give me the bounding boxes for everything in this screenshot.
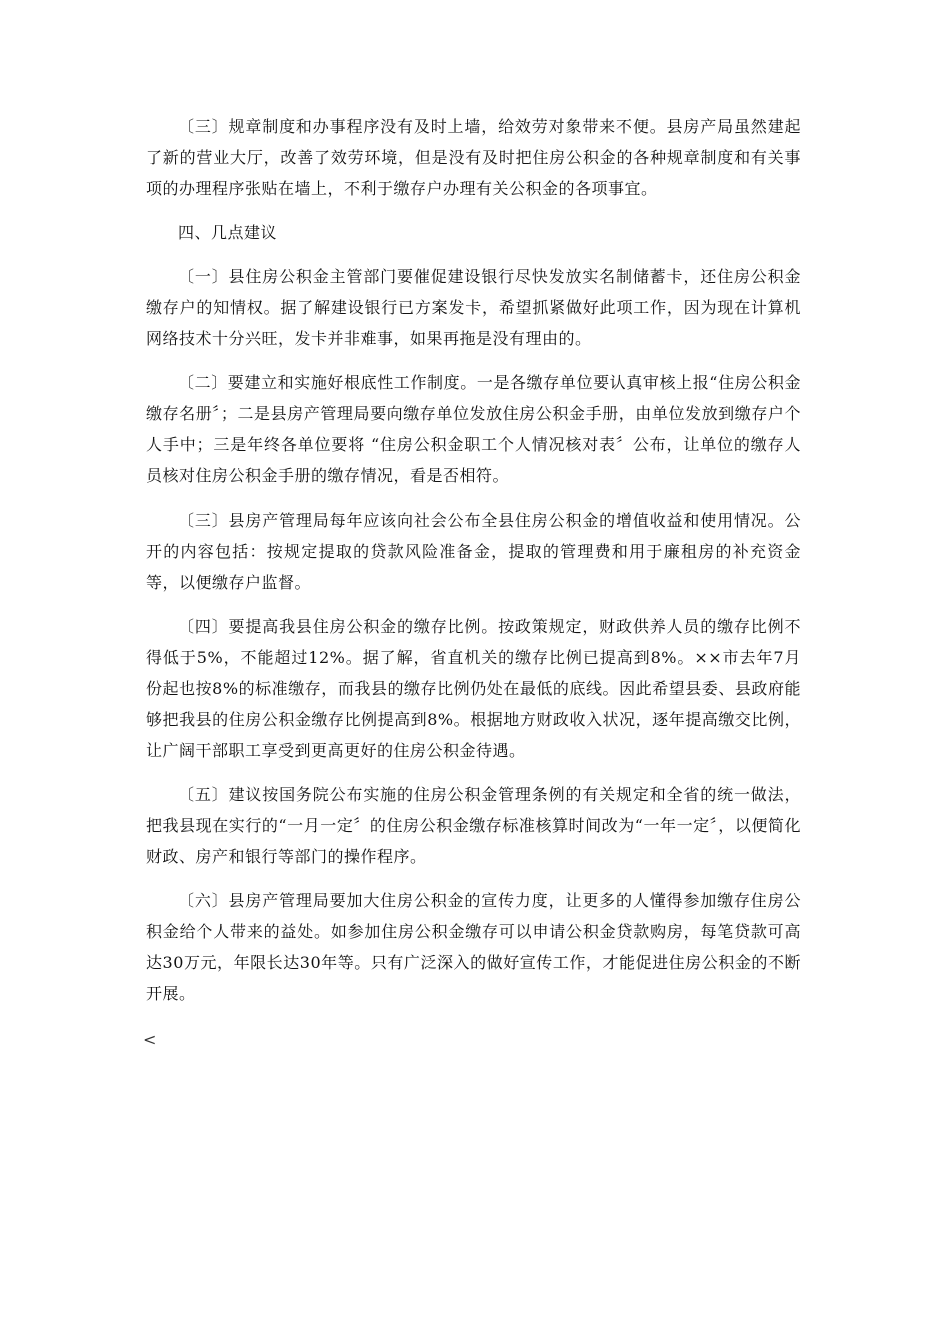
paragraph-suggestion-5: 〔五〕建议按国务院公布实施的住房公积金管理条例的有关规定和全省的统一做法，把我县现在实行的“一月一定〞的住房公积金缴存标准核算时间改为“一年一定〞，以便简化财政、房产和银行等部门的操作程序。	[146, 785, 801, 866]
paragraph-suggestion-6: 〔六〕县房产管理局要加大住房公积金的宣传力度，让更多的人懂得参加缴存住房公积金给个人带来的益处。如参加住房公积金缴存可以申请公积金贷款购房，每笔贷款可高达30万元，年限长达30年等。只有广泛深入的做好宣传工作，才能促进住房公积金的不断开展。	[146, 891, 801, 1003]
paragraph-rules-not-posted: 〔三〕规章制度和办事程序没有及时上墙，给效劳对象带来不便。县房产局虽然建起了新的营业大厅，改善了效劳环境，但是没有及时把住房公积金的各种规章制度和有关事项的办理程序张贴在墙上，不利于缴存户办理有关公积金的各项事宜。	[146, 117, 801, 198]
paragraph-suggestion-1: 〔一〕县住房公积金主管部门要催促建设银行尽快发放实名制储蓄卡，还住房公积金缴存户的知情权。据了解建设银行已方案发卡，希望抓紧做好此项工作，因为现在计算机网络技术十分兴旺，发卡并非难事，如果再拖是没有理由的。	[146, 267, 801, 348]
paragraph-suggestion-2: 〔二〕要建立和实施好根底性工作制度。一是各缴存单位要认真审核上报“住房公积金缴存名册〞；二是县房产管理局要向缴存单位发放住房公积金手册，由单位发放到缴存户个人手中；三是年终各单位要将 “住房公积金职工个人情况核对表〞公布，让单位的缴存人员核对住房公积金手册的缴存情况，看是否相符。	[146, 373, 801, 485]
paragraph-suggestion-4: 〔四〕要提高我县住房公积金的缴存比例。按政策规定，财政供养人员的缴存比例不得低于5%，不能超过12%。据了解，省直机关的缴存比例已提高到8%。××市去年7月份起也按8%的标准缴存，而我县的缴存比例仍处在最低的底线。因此希望县委、县政府能够把我县的住房公积金缴存比例提高到8%。根据地方财政收入状况，逐年提高缴交比例，让广阔干部职工享受到更高更好的住房公积金待遇。	[146, 617, 801, 760]
trailing-mark: <	[143, 1030, 157, 1049]
section-heading-suggestions: 四、几点建议	[178, 223, 278, 242]
paragraph-suggestion-3: 〔三〕县房产管理局每年应该向社会公布全县住房公积金的增值收益和使用情况。公开的内容包括：按规定提取的贷款风险准备金，提取的管理费和用于廉租房的补充资金等，以便缴存户监督。	[146, 511, 801, 592]
